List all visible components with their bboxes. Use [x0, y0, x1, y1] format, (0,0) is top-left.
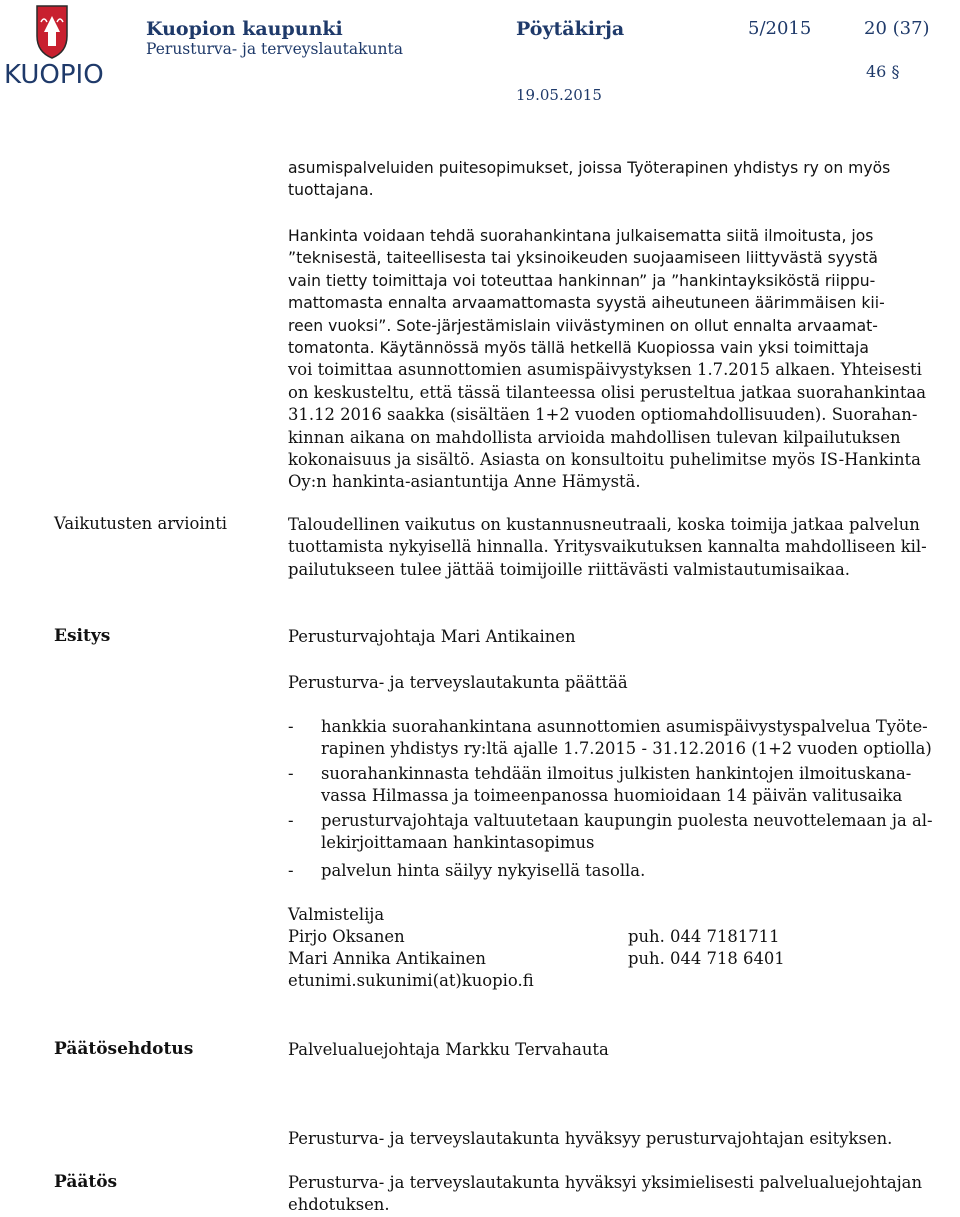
logo-wordmark: KUOPIO — [4, 60, 104, 90]
paragraph-line: Oy:n hankinta-asiantuntija Anne Hämystä. — [288, 472, 641, 492]
paragraph-line: vain tietty toimittaja voi toteuttaa hankinnan” ja ”hankintayksiköstä riippu- — [288, 271, 876, 290]
decision-text — [288, 1172, 960, 1217]
proposal-label: Esitys — [54, 626, 111, 646]
decision-proposal-label: Päätösehdotus — [54, 1039, 194, 1059]
paragraph-line: ehdotuksen. — [288, 1195, 390, 1215]
list-item — [288, 860, 960, 882]
email-address: etunimi.sukunimi(at)kuopio.fi — [288, 971, 534, 990]
decision-proposal-text: Palvelualuejohtaja Markku Tervahauta — [288, 1040, 609, 1059]
preparers-block — [288, 904, 960, 992]
approval-text: Perusturva- ja terveyslautakunta hyväksyy perusturvajohtajan esityksen. — [288, 1129, 893, 1148]
decision-label: Päätös — [54, 1172, 118, 1192]
preparers-label: Valmistelija — [288, 905, 385, 924]
list-item — [288, 763, 960, 808]
paragraph-line: Taloudellinen vaikutus on kustannusneutraali, koska toimija jatkaa palvelun — [288, 515, 920, 534]
paragraph-line: mattomasta ennalta arvaamattomasta syystä aiheutuneen äärimmäisen kii- — [288, 294, 885, 313]
organization-name: Kuopion kaupunki — [146, 18, 343, 40]
item-line: - palvelun hinta säilyy nykyisellä tasolla. — [321, 861, 646, 881]
item-line: lekirjoittamaan hankintasopimus — [321, 833, 595, 853]
item-line: rapinen yhdistys ry:ltä ajalle 1.7.2015 - 31.12.2016 (1+2 vuoden optiolla) — [321, 739, 932, 759]
preparer-row — [288, 926, 960, 948]
intro-paragraph — [288, 157, 960, 202]
minutes-number: 5/2015 — [748, 18, 812, 39]
list-item — [288, 716, 960, 761]
kuopio-logo — [4, 2, 104, 96]
decision-items — [288, 716, 960, 885]
paragraph-line: Perusturva- ja terveyslautakunta hyväksyi yksimielisesti palvelualuejohtajan — [288, 1173, 923, 1192]
preparer-phone: puh. 044 7181711 — [628, 927, 780, 946]
paragraph-line: tomatonta. Käytännössä myös tällä hetkellä Kuopiossa vain yksi toimittaja — [288, 339, 869, 358]
section-number: 46 § — [866, 62, 900, 81]
paragraph-line: 31.12 2016 saakka (sisältäen 1+2 vuoden optiomahdollisuuden). Suorahan- — [288, 405, 918, 425]
item-line: vassa Hilmassa ja toimeenpanossa huomioidaan 14 päivän valitusaika — [321, 786, 903, 806]
decision-intro: Perusturva- ja terveyslautakunta päättää — [288, 673, 628, 692]
proposal-presenter: Perusturvajohtaja Mari Antikainen — [288, 627, 576, 646]
paragraph-line: on keskusteltu, että tässä tilanteessa olisi perusteltua jatkaa suorahankintaa — [288, 382, 927, 402]
item-line: - suorahankinnasta tehdään ilmoitus julkisten hankintojen ilmoituskana- — [321, 763, 912, 783]
preparer-row — [288, 948, 960, 970]
paragraph-line: ”teknisestä, taiteellisesta tai yksinoikeuden suojaamiseen liittyvästä syystä — [288, 249, 878, 268]
paragraph-line: reen vuoksi”. Sote-järjestämislain viivästyminen on ollut ennalta arvaamat- — [288, 316, 878, 335]
paragraph-line: kinnan aikana on mahdollista arvioida mahdollisen tulevan kilpailutuksen — [288, 427, 901, 447]
paragraph-line: pailutukseen tulee jättää toimijoille riittävästi valmistautumisaikaa. — [288, 559, 850, 579]
impact-text — [288, 514, 960, 581]
paragraph-line: tuottamista nykyisellä hinnalla. Yritysvaikutuksen kannalta mahdolliseen kil- — [288, 537, 927, 557]
document-type: Pöytäkirja — [516, 18, 625, 40]
preparer-phone: puh. 044 718 6401 — [628, 949, 785, 968]
committee-name: Perusturva- ja terveyslautakunta — [146, 40, 403, 58]
intro-text: asumispalveluiden puitesopimukset, joissa Työterapinen yhdistys ry on myös tuottajana. — [288, 159, 891, 200]
paragraph-line: Hankinta voidaan tehdä suorahankintana julkaisematta siitä ilmoitusta, jos — [288, 227, 874, 245]
meeting-date: 19.05.2015 — [516, 86, 602, 104]
impact-label: Vaikutusten arviointi — [54, 514, 228, 533]
item-line: - perusturvajohtaja valtuutetaan kaupungin puolesta neuvottelemaan ja al- — [321, 810, 933, 830]
preparer-name: Mari Annika Antikainen — [288, 949, 486, 968]
paragraph-line: kokonaisuus ja sisältö. Asiasta on konsultoitu puhelimitse myös IS-Hankinta — [288, 450, 921, 470]
page-number: 20 (37) — [864, 18, 930, 39]
procurement-paragraph — [288, 225, 960, 494]
paragraph-line: voi toimittaa asunnottomien asumispäivystyksen 1.7.2015 alkaen. Yhteisesti — [288, 360, 922, 380]
item-line: - hankkia suorahankintana asunnottomien asumispäivystyspalvelua Työte- — [321, 717, 928, 736]
preparer-name: Pirjo Oksanen — [288, 927, 405, 946]
list-item — [288, 810, 960, 855]
